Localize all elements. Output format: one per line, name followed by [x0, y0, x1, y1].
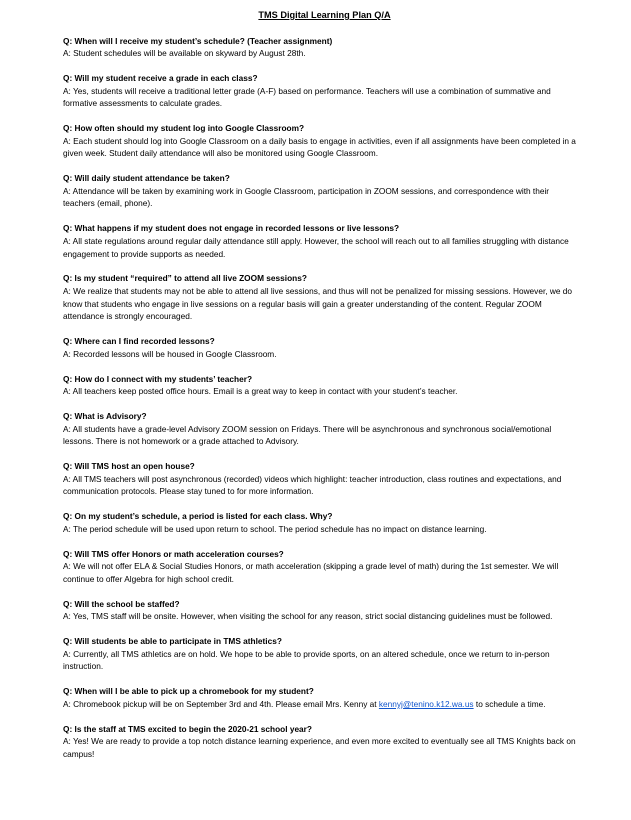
question: Q: Is the staff at TMS excited to begin the 2020-21 school year?	[63, 723, 312, 734]
answer: A: All state regulations around regular daily attendance still apply. However, the school will reach out to all families struggling with distance engagement to provide supports as needed.	[63, 235, 569, 259]
question: Q: Will the school be staffed?	[63, 598, 180, 609]
question: Q: What is Advisory?	[63, 411, 147, 422]
qa-item	[63, 685, 578, 710]
answer: A: Yes, TMS staff will be onsite. However, when visiting the school for any reason, strict social distancing guidelines must be followed.	[63, 611, 553, 622]
answer: A: We will not offer ELA & Social Studies Honors, or math acceleration (skipping a grade level of math) during the 1st semester. We will continue to offer Algebra for high school credit.	[63, 561, 559, 584]
qa-item	[63, 35, 578, 60]
question: Q: What happens if my student does not engage in recorded lessons or live lessons?	[63, 223, 400, 234]
question: Q: When will I receive my student’s schedule? (Teacher assignment)	[63, 35, 333, 46]
qa-item	[63, 373, 578, 398]
question: Q: Where can I find recorded lessons?	[63, 336, 215, 347]
answer: A: We realize that students may not be able to attend all live sessions, and thus will not be penalized for missing sessions. However, we do know that students who engage in live sessions on a regular basis will gain a greater understanding of the content. Regular ZOOM attendance is strongly encouraged.	[63, 285, 572, 322]
qa-item	[63, 122, 578, 160]
answer: A: Attendance will be taken by examining work in Google Classroom, participation in ZOOM sessions, and correspondence with their teachers (email, phone).	[63, 185, 550, 209]
question: Q: Will TMS host an open house?	[63, 461, 195, 472]
qa-item	[63, 548, 578, 586]
qa-item	[63, 598, 578, 623]
answer-text-end: to schedule a time.	[473, 698, 546, 709]
qa-item	[63, 222, 578, 260]
answer: A: All TMS teachers will post asynchronous (recorded) videos which highlight: teacher introduction, class routines and expectations, and communication protocols. Please stay tuned to for more information.	[63, 473, 562, 497]
qa-item	[63, 272, 578, 322]
answer: A: Recorded lessons will be housed in Google Classroom.	[63, 348, 277, 359]
answer: A: The period schedule will be used upon return to school. The period schedule has no impact on distance learning.	[63, 523, 487, 534]
qa-item	[63, 460, 578, 498]
answer: A: All teachers keep posted office hours. Email is a great way to keep in contact with your student’s teacher.	[63, 386, 458, 397]
question: Q: On my student’s schedule, a period is listed for each class. Why?	[63, 511, 333, 522]
qa-item	[63, 335, 578, 360]
question: Q: How often should my student log into Google Classroom?	[63, 123, 305, 134]
answer: A: Student schedules will be available on skyward by August 28th.	[63, 48, 306, 59]
answer: A: Currently, all TMS athletics are on hold. We hope to be able to provide sports, on an altered schedule, once we return to in-person instruction.	[63, 648, 550, 672]
answer: A: Yes, students will receive a traditional letter grade (A-F) based on performance. Teachers will use a combination of summative and formative assessments to calculate grades.	[63, 85, 551, 109]
answer: A: All students have a grade-level Advisory ZOOM session on Fridays. There will be asynchronous and synchronous social/emotional lessons. There is not homework or a grade attached to Advisory.	[63, 423, 552, 447]
answer-text: A: Chromebook pickup will be on September 3rd and 4th. Please email Mrs. Kenny at	[63, 698, 379, 709]
question: Q: Will students be able to participate in TMS athletics?	[63, 636, 282, 647]
question: Q: How do I connect with my students’ teacher?	[63, 373, 253, 384]
email-link[interactable]: kennyj@tenino.k12.wa.us	[378, 698, 474, 709]
qa-item	[63, 510, 578, 535]
qa-item	[63, 410, 578, 448]
question: Q: Will daily student attendance be taken?	[63, 173, 230, 184]
page-title: TMS Digital Learning Plan Q/A	[258, 10, 391, 20]
qa-item	[63, 635, 578, 673]
question: Q: Will TMS offer Honors or math acceleration courses?	[63, 548, 284, 559]
answer: A: Each student should log into Google Classroom on a daily basis to engage in activities, even if all assignments have been completed in a given week. Student daily attendance will also be monitored using Google Classroom.	[63, 135, 576, 159]
question: Q: Will my student receive a grade in each class?	[63, 73, 258, 84]
qa-item	[63, 172, 578, 210]
question: Q: When will I be able to pick up a chromebook for my student?	[63, 686, 314, 697]
answer	[63, 698, 578, 711]
qa-item	[63, 72, 578, 110]
answer: A: Yes! We are ready to provide a top notch distance learning experience, and even more excited to eventually see all TMS Knights back on campus!	[63, 736, 576, 759]
qa-item	[63, 723, 578, 761]
question: Q: Is my student “required” to attend all live ZOOM sessions?	[63, 273, 307, 284]
